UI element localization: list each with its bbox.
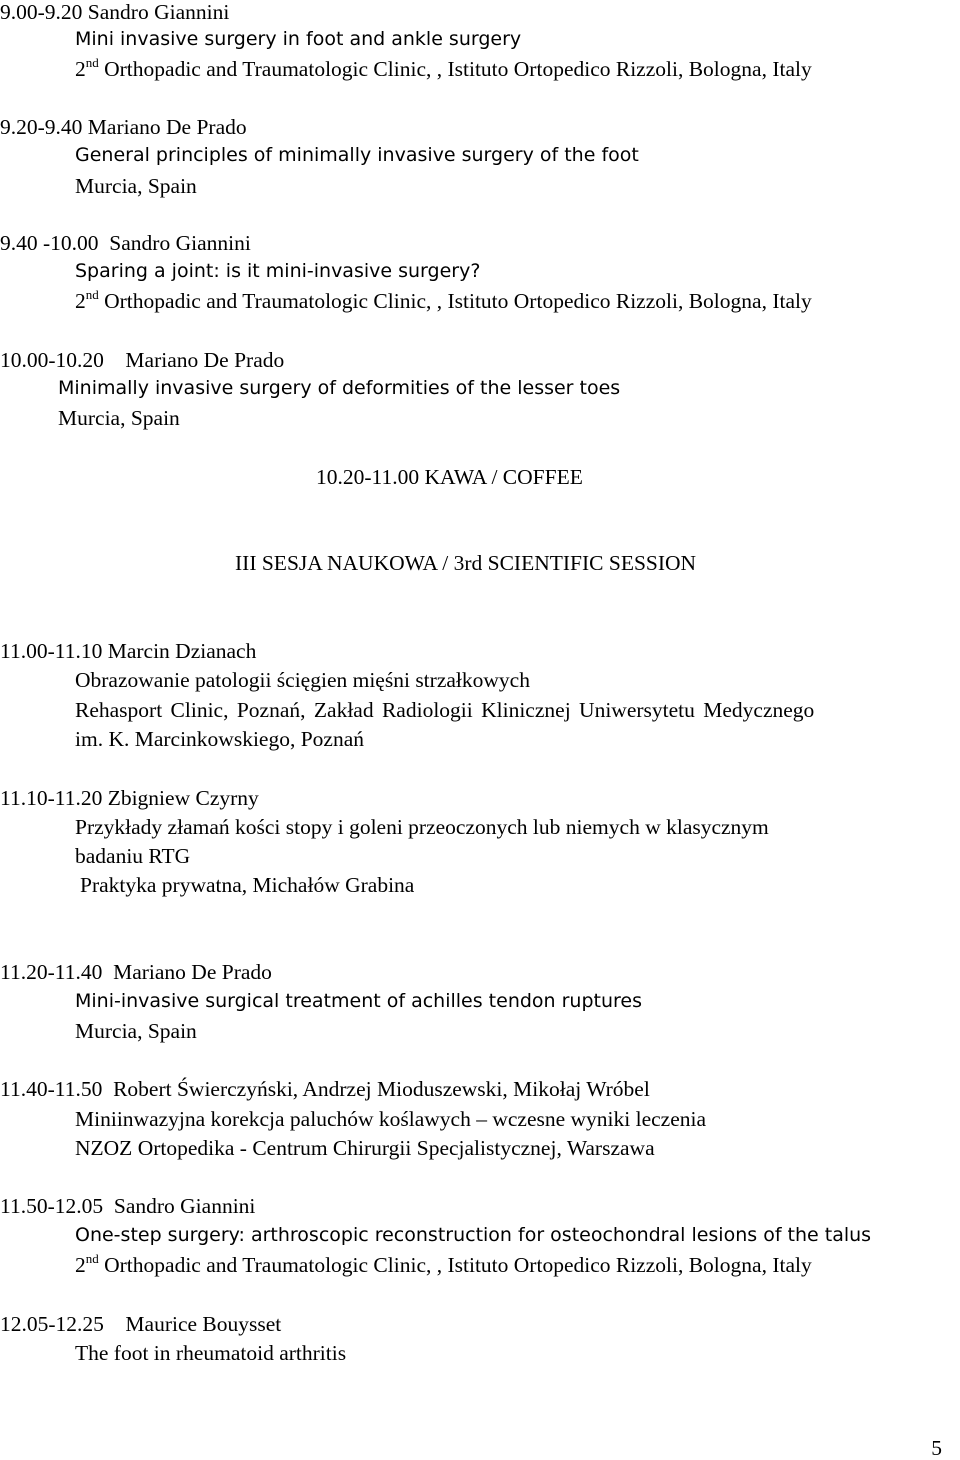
session-5-time: 11.00-11.10: [0, 639, 103, 663]
coffee-break: [316, 467, 583, 489]
session-7-speaker: Mariano De Prado: [113, 960, 272, 984]
session-9-header: [0, 1196, 255, 1218]
session-5-affiliation: Rehasport Clinic, Poznań, Zakład Radiologii Klinicznej Uniwersytetu Medycznego: [75, 698, 815, 722]
session-2-title: General principles of minimally invasive surgery of the foot: [75, 144, 639, 166]
session-10-time: 12.05-12.25: [0, 1312, 104, 1336]
session-6-speaker: Zbigniew Czyrny: [107, 786, 259, 810]
session-8-speaker: Robert Świerczyński, Andrzej Mioduszewski, Mikołaj Wróbel: [113, 1077, 650, 1101]
session-6-header: [0, 788, 259, 810]
session-3-title: Sparing a joint: is it mini-invasive surgery?: [75, 260, 481, 282]
session-9-title: One-step surgery: arthroscopic reconstruction for osteochondral lesions of the talus: [75, 1224, 872, 1246]
session-1-affiliation: 2nd Orthopadic and Traumatologic Clinic, , Istituto Ortopedico Rizzoli, Bologna, Italy: [75, 55, 812, 81]
session-8-affiliation: NZOZ Ortopedika - Centrum Chirurgii Specjalistycznej, Warszawa: [75, 1136, 655, 1160]
session-6-time: 11.10-11.20: [0, 786, 103, 810]
session-7-time: 11.20-11.40: [0, 960, 103, 984]
session-9-speaker: Sandro Giannini: [113, 1194, 256, 1218]
session-3-header: [0, 233, 251, 255]
session-8-header: [0, 1079, 650, 1101]
session-4-affiliation: Murcia, Spain: [58, 406, 180, 430]
session-5-affiliation-2: im. K. Marcinkowskiego, Poznań: [75, 727, 365, 751]
coffee-break-time: 10.20-11.00: [316, 465, 420, 489]
session-10-header: [0, 1314, 281, 1336]
session-heading: III SESJA NAUKOWA / 3rd SCIENTIFIC SESSION: [235, 551, 697, 575]
session-7-affiliation: Murcia, Spain: [75, 1019, 197, 1043]
page-number: 5: [931, 1436, 942, 1460]
session-6-affiliation: Praktyka prywatna, Michałów Grabina: [80, 873, 415, 897]
session-2-header: [0, 117, 247, 139]
session-4-header: [0, 350, 284, 372]
session-1-header: [0, 2, 229, 24]
session-8-time: 11.40-11.50: [0, 1077, 103, 1101]
session-4-time: 10.00-10.20: [0, 348, 104, 372]
session-9-affiliation: 2nd Orthopadic and Traumatologic Clinic, , Istituto Ortopedico Rizzoli, Bologna, Italy: [75, 1251, 812, 1277]
session-1-time: 9.00-9.20: [0, 0, 83, 24]
session-1-title: Mini invasive surgery in foot and ankle surgery: [75, 28, 522, 50]
session-10-title: The foot in rheumatoid arthritis: [75, 1341, 347, 1365]
session-5-title: Obrazowanie patologii ścięgien mięśni strzałkowych: [75, 668, 530, 692]
session-4-speaker: Mariano De Prado: [125, 348, 285, 372]
coffee-break-label: KAWA / COFFEE: [424, 465, 583, 489]
session-6-title: Przykłady złamań kości stopy i goleni przeoczonych lub niemych w klasycznym: [75, 815, 769, 839]
session-3-affiliation: 2nd Orthopadic and Traumatologic Clinic, , Istituto Ortopedico Rizzoli, Bologna, Italy: [75, 287, 812, 313]
session-1-speaker: Sandro Giannini: [87, 0, 230, 24]
session-7-header: [0, 962, 272, 984]
session-5-header: [0, 641, 256, 663]
session-3-speaker: Sandro Giannini: [109, 231, 251, 255]
session-2-affiliation: Murcia, Spain: [75, 174, 197, 198]
session-8-title: Miniinwazyjna korekcja paluchów koślawych – wczesne wyniki leczenia: [75, 1107, 707, 1131]
session-7-title: Mini-invasive surgical treatment of achilles tendon ruptures: [75, 990, 643, 1012]
session-6-title-2: badaniu RTG: [75, 844, 191, 868]
session-4-title: Minimally invasive surgery of deformities of the lesser toes: [58, 377, 621, 399]
session-9-time: 11.50-12.05: [0, 1194, 104, 1218]
session-2-speaker: Mariano De Prado: [87, 115, 247, 139]
session-10-speaker: Maurice Bouysset: [125, 1312, 282, 1336]
session-2-time: 9.20-9.40: [0, 115, 83, 139]
session-3-time: 9.40 -10.00: [0, 231, 99, 255]
session-5-speaker: Marcin Dzianach: [107, 639, 257, 663]
